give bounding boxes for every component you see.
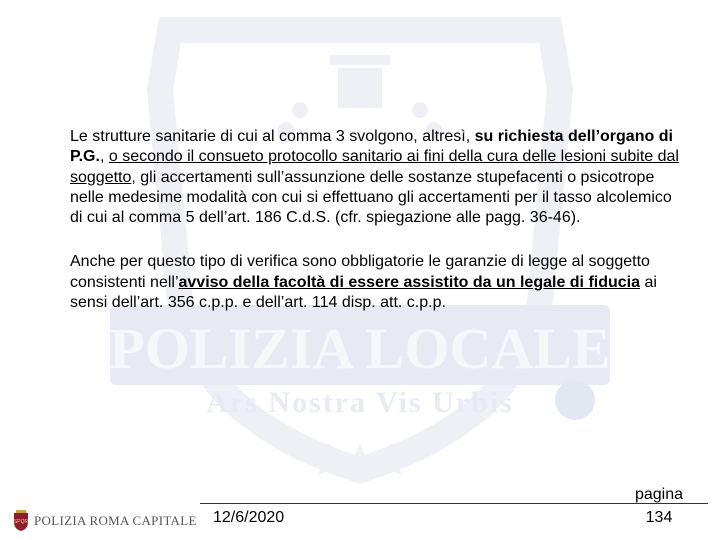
footer-date: 12/6/2020 [213,509,285,526]
paragraph-2 [70,252,682,313]
text-run: Le strutture sanitarie di cui al comma 3 svolgono, altresì, [70,128,475,145]
watermark-motto: Ars Nostra Vis Urbis [206,386,514,419]
text-run: ai sensi dell’art. 356 c.p.p. e dell’art. 114 disp. att. c.p.p. [70,273,657,312]
text-run: , gli accertamenti sull’assunzione delle sostanze stupefacenti o psicotrope nelle medesime modalità con cui si effettuano gli accertamenti per il tasso alcolemico di cui al comma 5 dell’art. 186 C.d.S. (cfr. spiegazione alle pagg. 36-46). [70,168,672,227]
page-label: pagina [634,486,684,503]
svg-text:SPQR: SPQR [13,519,29,525]
footer-logo-text: POLIZIA ROMA CAPITALE [34,513,197,528]
bold-underlined-text: avviso della facoltà di essere assistito da un legale di fiducia [178,273,641,291]
watermark-banner-text: POLIZIA LOCALE [109,316,611,381]
page-number: 134 [645,509,673,526]
paragraph-1 [70,127,682,228]
underlined-text: o secondo il consueto protocollo sanitario ai fini della cura delle lesioni subite dal soggetto [70,148,679,186]
bold-text: su richiesta dell’organo di P.G. [70,128,673,166]
text-run: , [99,148,109,166]
slide-body [70,127,682,337]
footer-logo [12,510,197,532]
text-run: Anche per questo tipo di verifica sono obbligatorie le garanzie di legge al soggetto consistenti nell’ [70,253,650,291]
roma-capitale-crest-icon [12,510,30,532]
